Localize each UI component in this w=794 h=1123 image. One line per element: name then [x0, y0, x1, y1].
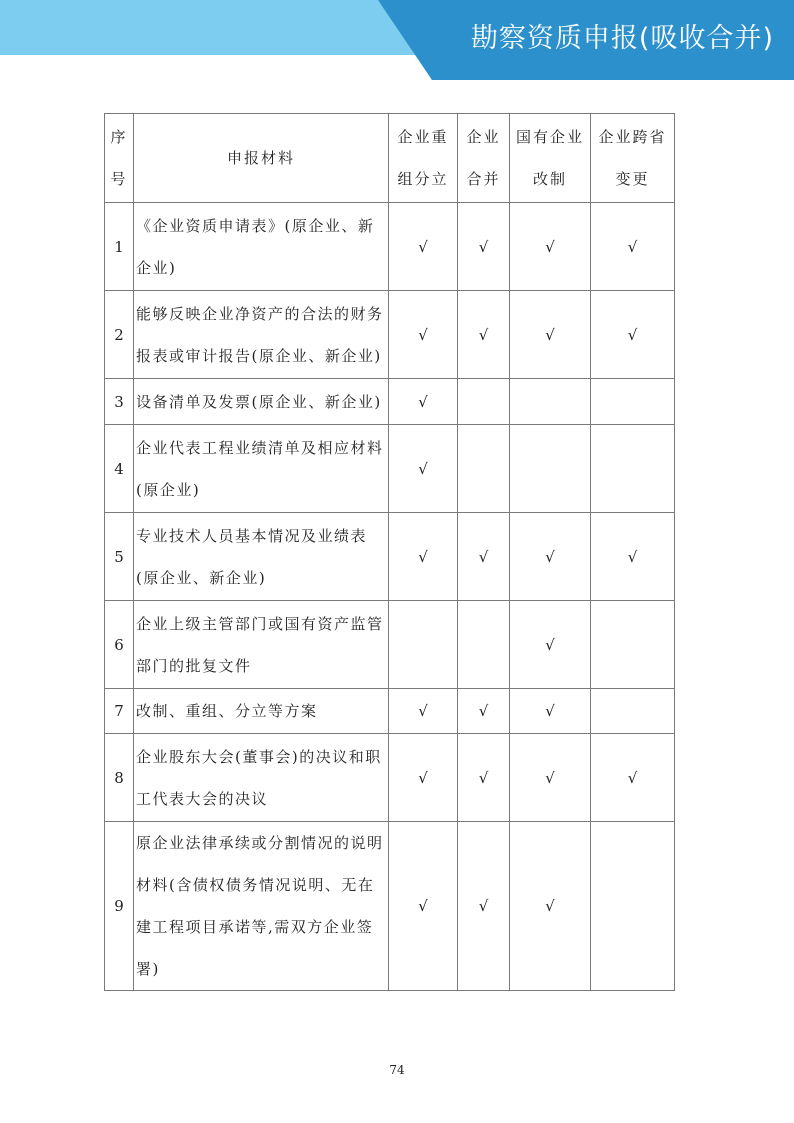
- check-reorg: √: [389, 203, 458, 291]
- row-number: 6: [105, 601, 134, 689]
- check-cross: √: [591, 734, 675, 822]
- check-cross: √: [591, 291, 675, 379]
- check-soe: √: [510, 689, 591, 734]
- requirements-table: [104, 113, 675, 991]
- row-material: 改制、重组、分立等方案: [134, 689, 389, 734]
- check-merge: √: [458, 203, 510, 291]
- table-row: [105, 379, 675, 425]
- row-number: 5: [105, 513, 134, 601]
- table-header-row: [105, 114, 675, 203]
- check-cross: [591, 379, 675, 425]
- check-reorg: √: [389, 822, 458, 991]
- check-reorg: √: [389, 379, 458, 425]
- row-number: 1: [105, 203, 134, 291]
- check-soe: √: [510, 291, 591, 379]
- table-row: [105, 689, 675, 734]
- check-merge: √: [458, 689, 510, 734]
- check-soe: √: [510, 601, 591, 689]
- row-material: 原企业法律承续或分割情况的说明材料(含债权债务情况说明、无在建工程项目承诺等,需双方企业签署): [134, 822, 389, 991]
- row-number: 8: [105, 734, 134, 822]
- check-soe: [510, 425, 591, 513]
- check-soe: √: [510, 822, 591, 991]
- row-number: 2: [105, 291, 134, 379]
- check-merge: √: [458, 513, 510, 601]
- header-reorg: 企业重组分立: [389, 114, 458, 203]
- table-row: [105, 425, 675, 513]
- check-reorg: [389, 601, 458, 689]
- table-row: [105, 734, 675, 822]
- header-banner: [0, 0, 794, 80]
- header-seq: 序号: [105, 114, 134, 203]
- check-reorg: √: [389, 734, 458, 822]
- check-merge: [458, 601, 510, 689]
- table-row: [105, 822, 675, 991]
- check-reorg: √: [389, 291, 458, 379]
- check-cross: [591, 689, 675, 734]
- page-title: 勘察资质申报(吸收合并): [470, 23, 774, 54]
- page-number: 74: [389, 1063, 405, 1077]
- header-cross: 企业跨省变更: [591, 114, 675, 203]
- check-soe: √: [510, 203, 591, 291]
- check-reorg: √: [389, 425, 458, 513]
- row-material: 专业技术人员基本情况及业绩表(原企业、新企业): [134, 513, 389, 601]
- table-row: [105, 601, 675, 689]
- check-cross: √: [591, 203, 675, 291]
- check-merge: √: [458, 734, 510, 822]
- check-soe: √: [510, 513, 591, 601]
- row-number: 7: [105, 689, 134, 734]
- table-row: [105, 203, 675, 291]
- check-soe: √: [510, 734, 591, 822]
- row-number: 3: [105, 379, 134, 425]
- check-soe: [510, 379, 591, 425]
- row-number: 4: [105, 425, 134, 513]
- check-cross: [591, 822, 675, 991]
- check-cross: [591, 601, 675, 689]
- header-soe: 国有企业改制: [510, 114, 591, 203]
- row-number: 9: [105, 822, 134, 991]
- header-merge: 企业合并: [458, 114, 510, 203]
- row-material: 企业上级主管部门或国有资产监管部门的批复文件: [134, 601, 389, 689]
- row-material: 企业代表工程业绩清单及相应材料(原企业): [134, 425, 389, 513]
- check-merge: √: [458, 291, 510, 379]
- table-row: [105, 291, 675, 379]
- check-cross: √: [591, 513, 675, 601]
- check-cross: [591, 425, 675, 513]
- check-reorg: √: [389, 513, 458, 601]
- row-material: 能够反映企业净资产的合法的财务报表或审计报告(原企业、新企业): [134, 291, 389, 379]
- row-material: 《企业资质申请表》(原企业、新企业): [134, 203, 389, 291]
- row-material: 设备清单及发票(原企业、新企业): [134, 379, 389, 425]
- check-merge: √: [458, 822, 510, 991]
- check-reorg: √: [389, 689, 458, 734]
- check-merge: [458, 379, 510, 425]
- check-merge: [458, 425, 510, 513]
- header-material: 申报材料: [134, 114, 389, 203]
- table-row: [105, 513, 675, 601]
- row-material: 企业股东大会(董事会)的决议和职工代表大会的决议: [134, 734, 389, 822]
